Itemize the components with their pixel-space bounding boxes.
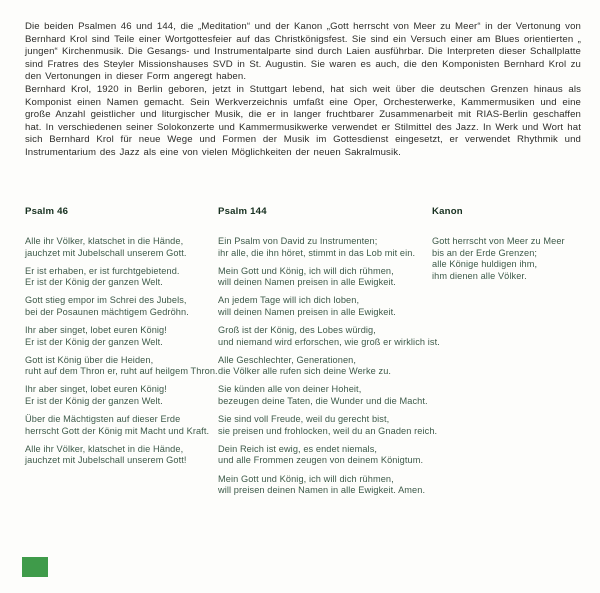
verse-line: und alle Frommen zeugen von deinem Königtum.	[218, 455, 424, 466]
verse-line: sie preisen und frohlocken, weil du an Gnaden reich.	[218, 425, 438, 436]
psalm-46-stanzas	[25, 236, 218, 467]
kanon-stanzas	[432, 236, 594, 282]
verse-line: Alle ihr Völker, klatschet in die Hände,	[25, 236, 184, 246]
verse-line: Dein Reich ist ewig, es endet niemals,	[218, 443, 378, 454]
verse-line: Ihr aber singet, lobet euren König!	[25, 384, 167, 395]
psalm-144-column	[218, 206, 440, 503]
psalm-144-stanzas	[218, 236, 440, 497]
verse-line: Ein Psalm von David zu Instrumenten;	[218, 236, 378, 246]
verse-line: alle Könige huldigen ihm,	[432, 259, 538, 270]
verse-line: Ihr aber singet, lobet euren König!	[25, 325, 167, 336]
stanza	[218, 414, 438, 437]
verse-line: bei der Posaunen mächtigem Gedröhn.	[25, 306, 189, 317]
verse-line: Sie sind voll Freude, weil du gerecht bist,	[218, 414, 390, 425]
stanza	[25, 295, 215, 318]
stanza	[25, 266, 215, 289]
stanza	[218, 355, 433, 378]
stanza	[218, 325, 440, 348]
psalm-46-column	[25, 206, 218, 474]
stanza	[218, 236, 433, 259]
stanza	[218, 384, 433, 407]
stanza	[25, 325, 215, 348]
verse-line: will deinen Namen preisen in alle Ewigkeit.	[218, 277, 396, 288]
stanza	[25, 384, 215, 407]
stanza	[432, 236, 594, 282]
verse-line: die Völker alle rufen sich deine Werke zu.	[218, 366, 392, 377]
verse-line: Gott stieg empor im Schrei des Jubels,	[25, 295, 187, 306]
verse-line: Er ist der König der ganzen Welt.	[25, 336, 163, 347]
intro-paragraph-2: Bernhard Krol, 1920 in Berlin geboren, jetzt in Stuttgart lebend, hat sich weit über die deutschen Grenzen hinaus als Komponist einen Namen gemacht. Sein Werkverzeichnis umfaßt eine Oper, Orchesterwerke, Kammermusiken und eine große Anzahl geistlicher und liturgischer Musik, die er in langer fruchtbarer Zusammenarbeit mit RIAS-Berlin geschaffen hat. In verschiedenen seiner Solokonzerte und Kammermusikwerke verwendet er Stilmittel des Jazz. In Werk und Wort hat sich Bernhard Krol für neue Wege und Formen der Musik im Gottesdienst eingesetzt, er verwendet Rhythmik und Instrumentarium des Jazz als eine von vielen Möglichkeiten der neuen Sakralmusik.	[25, 83, 581, 158]
stanza	[218, 444, 433, 467]
verse-line: will deinen Namen preisen in alle Ewigkeit.	[218, 306, 396, 317]
verse-line: bis an der Erde Grenzen;	[432, 247, 538, 258]
verse-line: Er ist der König der ganzen Welt.	[25, 277, 163, 288]
verse-line: und niemand wird erforschen, wie groß er wirklich ist.	[218, 336, 440, 347]
verse-line: Alle Geschlechter, Generationen,	[218, 354, 357, 365]
stanza	[25, 236, 215, 259]
verse-line: will preisen deinen Namen in alle Ewigkeit. Amen.	[218, 485, 426, 496]
verse-line: jauchzet mit Jubelschall unserem Gott.	[25, 247, 187, 258]
stanza	[218, 474, 433, 497]
green-color-mark	[22, 557, 48, 577]
verse-line: ruht auf dem Thron er, ruht auf heilgem Thron.	[25, 366, 218, 377]
verse-line: Alle ihr Völker, klatschet in die Hände,	[25, 443, 184, 454]
verse-line: ihm dienen alle Völker.	[432, 270, 527, 281]
verse-line: Groß ist der König, des Lobes würdig,	[218, 325, 376, 336]
verse-line: bezeugen deine Taten, die Wunder und die Macht.	[218, 396, 428, 407]
verse-line: jauchzet mit Jubelschall unserem Gott!	[25, 455, 187, 466]
intro-paragraph-1: Die beiden Psalmen 46 und 144, die „Meditation“ und der Kanon „Gott herrscht von Meer zu Meer“ in der Vertonung von Bernhard Krol sind Teile einer Wortgottesfeier auf das Christkönigsfest. Sie sind ein Versuch einer am Blues orientierten „ jungen“ Kirchenmusik. Die Gesangs- und Instrumentalparte sind durch Laien ausführbar. Die Interpreten dieser Schallplatte sind Fratres des Steyler Missionshauses SVD in St. Augustin. Sie waren es auch, die den Komponisten Bernhard Krol zu den Vertonungen in dieser Form angeregt haben.	[25, 21, 581, 83]
verse-line: Er ist der König der ganzen Welt.	[25, 396, 163, 407]
verse-line: herrscht Gott der König mit Macht und Kraft.	[25, 425, 210, 436]
verse-line: Mein Gott und König, ich will dich rühmen,	[218, 265, 394, 276]
psalm-144-title: Psalm 144	[218, 206, 267, 217]
stanza	[25, 354, 218, 378]
psalm-46-title: Psalm 46	[25, 206, 69, 217]
verse-line: Gott herrscht von Meer zu Meer	[432, 236, 565, 246]
stanza	[218, 266, 433, 289]
kanon-title: Kanon	[432, 206, 463, 217]
intro-text-block	[25, 21, 581, 160]
stanza	[25, 444, 215, 467]
verse-line: Gott ist König über die Heiden,	[25, 354, 154, 365]
verse-line: Mein Gott und König, ich will dich rühmen,	[218, 473, 394, 484]
verse-line: Er ist erhaben, er ist furchtgebietend.	[25, 265, 180, 276]
verse-line: An jedem Tage will ich dich loben,	[218, 295, 360, 306]
kanon-column	[432, 206, 594, 289]
stanza	[218, 295, 433, 318]
verse-line: Über die Mächtigsten auf dieser Erde	[25, 414, 181, 425]
verse-line: ihr alle, die ihn höret, stimmt in das Lob mit ein.	[218, 247, 416, 258]
stanza	[25, 414, 215, 437]
verse-line: Sie künden alle von deiner Hoheit,	[218, 384, 362, 395]
